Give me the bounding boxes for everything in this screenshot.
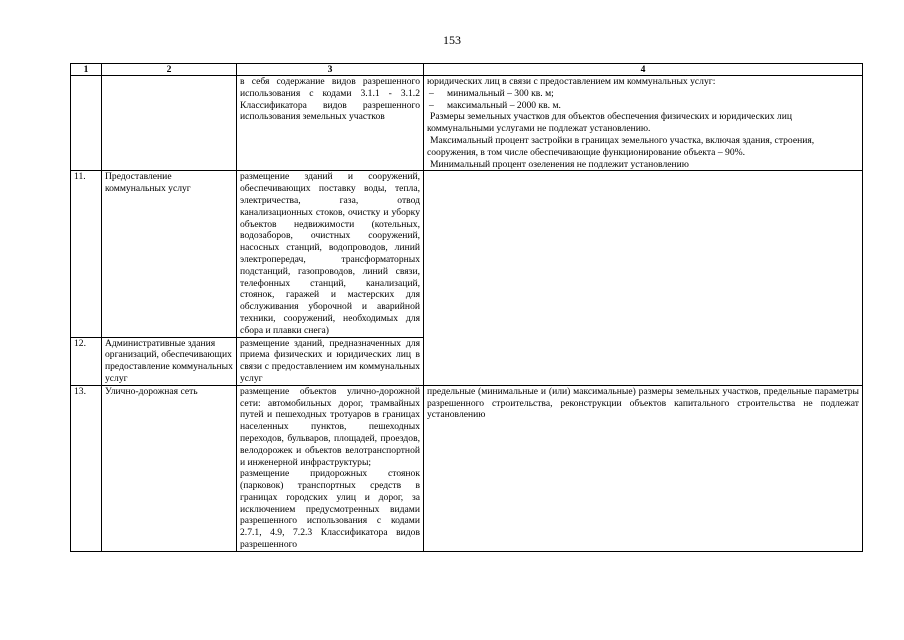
cell-description: в себя содержание видов разрешенного использования с кодами 3.1.1 - 3.1.2 Классификатора видов разрешенного использования земельных участков xyxy=(237,76,424,171)
parameters-paragraph: Размеры земельных участков для объектов обеспечения физических и юридических лиц коммунальными услугами не подлежат установлению. xyxy=(427,111,792,135)
bullet-item xyxy=(427,88,859,100)
table-row xyxy=(71,171,863,337)
parameters-line: юридических лиц в связи с предоставлением им коммунальных услуг: xyxy=(427,76,716,87)
cell-description xyxy=(237,385,424,551)
table-header-row xyxy=(71,64,863,76)
cell-name: Предоставление коммунальных услуг xyxy=(102,171,237,337)
cell-number: 12. xyxy=(71,337,102,385)
description-paragraph: размещение придорожных стоянок (парковок) транспортных средств в границах городских улиц и дорог, за исключением предусмотренных видами разрешенного использования с кодами 2.7.1, 4.9, 7.2.3 Классификатора видов разрешенного xyxy=(240,468,420,551)
bullet-item xyxy=(427,100,859,112)
bullet-dash: – xyxy=(429,99,434,111)
cell-name: Административные здания организаций, обеспечивающих предоставление коммунальных услуг xyxy=(102,337,237,385)
cell-name: Улично-дорожная сеть xyxy=(102,385,237,551)
table-row xyxy=(71,385,863,551)
cell-description: размещение зданий и сооружений, обеспечивающих поставку воды, тепла, электричества, газа, отвод канализационных стоков, очистку и уборку объектов недвижимости (котельных, водозаборов, очистных сооружений, насосных станций, водопроводов, линий электропередач, трансформаторных подстанций, газопроводов, линий связи, телефонных станций, канализаций, стоянок, гаражей и мастерских для обслуживания уборочной и аварийной техники, сооружений, необходимых для сбора и плавки снега) xyxy=(237,171,424,337)
cell-number: 11. xyxy=(71,171,102,337)
cell-empty xyxy=(424,337,863,385)
table-row-continued xyxy=(71,76,863,171)
bullet-dash: – xyxy=(429,87,434,99)
cell-parameters: предельные (минимальные и (или) максимальные) размеры земельных участков, предельные параметры разрешенного строительства, реконструкции объектов капитального строительства не подлежат установлению xyxy=(424,385,863,551)
bullet-text: минимальный – 300 кв. м; xyxy=(447,87,554,99)
zoning-table xyxy=(70,63,863,552)
table-row xyxy=(71,337,863,385)
header-col-2: 2 xyxy=(102,64,237,76)
cell-number: 13. xyxy=(71,385,102,551)
page-number: 153 xyxy=(443,33,461,47)
header-col-3: 3 xyxy=(237,64,424,76)
cell-empty xyxy=(424,171,863,337)
cell-empty xyxy=(102,76,237,171)
cell-description: размещение зданий, предназначенных для приема физических и юридических лиц в связи с предоставлением им коммунальных услуг xyxy=(237,337,424,385)
parameters-paragraph: Максимальный процент застройки в границах земельного участка, включая здания, строения, сооружения, в том числе обеспечивающие функционирование объекта – 90%. xyxy=(427,134,815,158)
description-paragraph: размещение объектов улично-дорожной сети: автомобильных дорог, трамвайных путей и пешеходных тротуаров в границах населенных пунктов, пешеходных переходов, бульваров, площадей, проездов, велодорожек и объектов велотранспортной и инженерной инфраструктуры; xyxy=(240,385,420,468)
cell-parameters xyxy=(424,76,863,171)
header-col-4: 4 xyxy=(424,64,863,76)
parameters-paragraph: Минимальный процент озеленения не подлежит установлению xyxy=(430,158,689,170)
cell-empty xyxy=(71,76,102,171)
header-col-1: 1 xyxy=(71,64,102,76)
bullet-text: максимальный – 2000 кв. м. xyxy=(447,99,561,111)
